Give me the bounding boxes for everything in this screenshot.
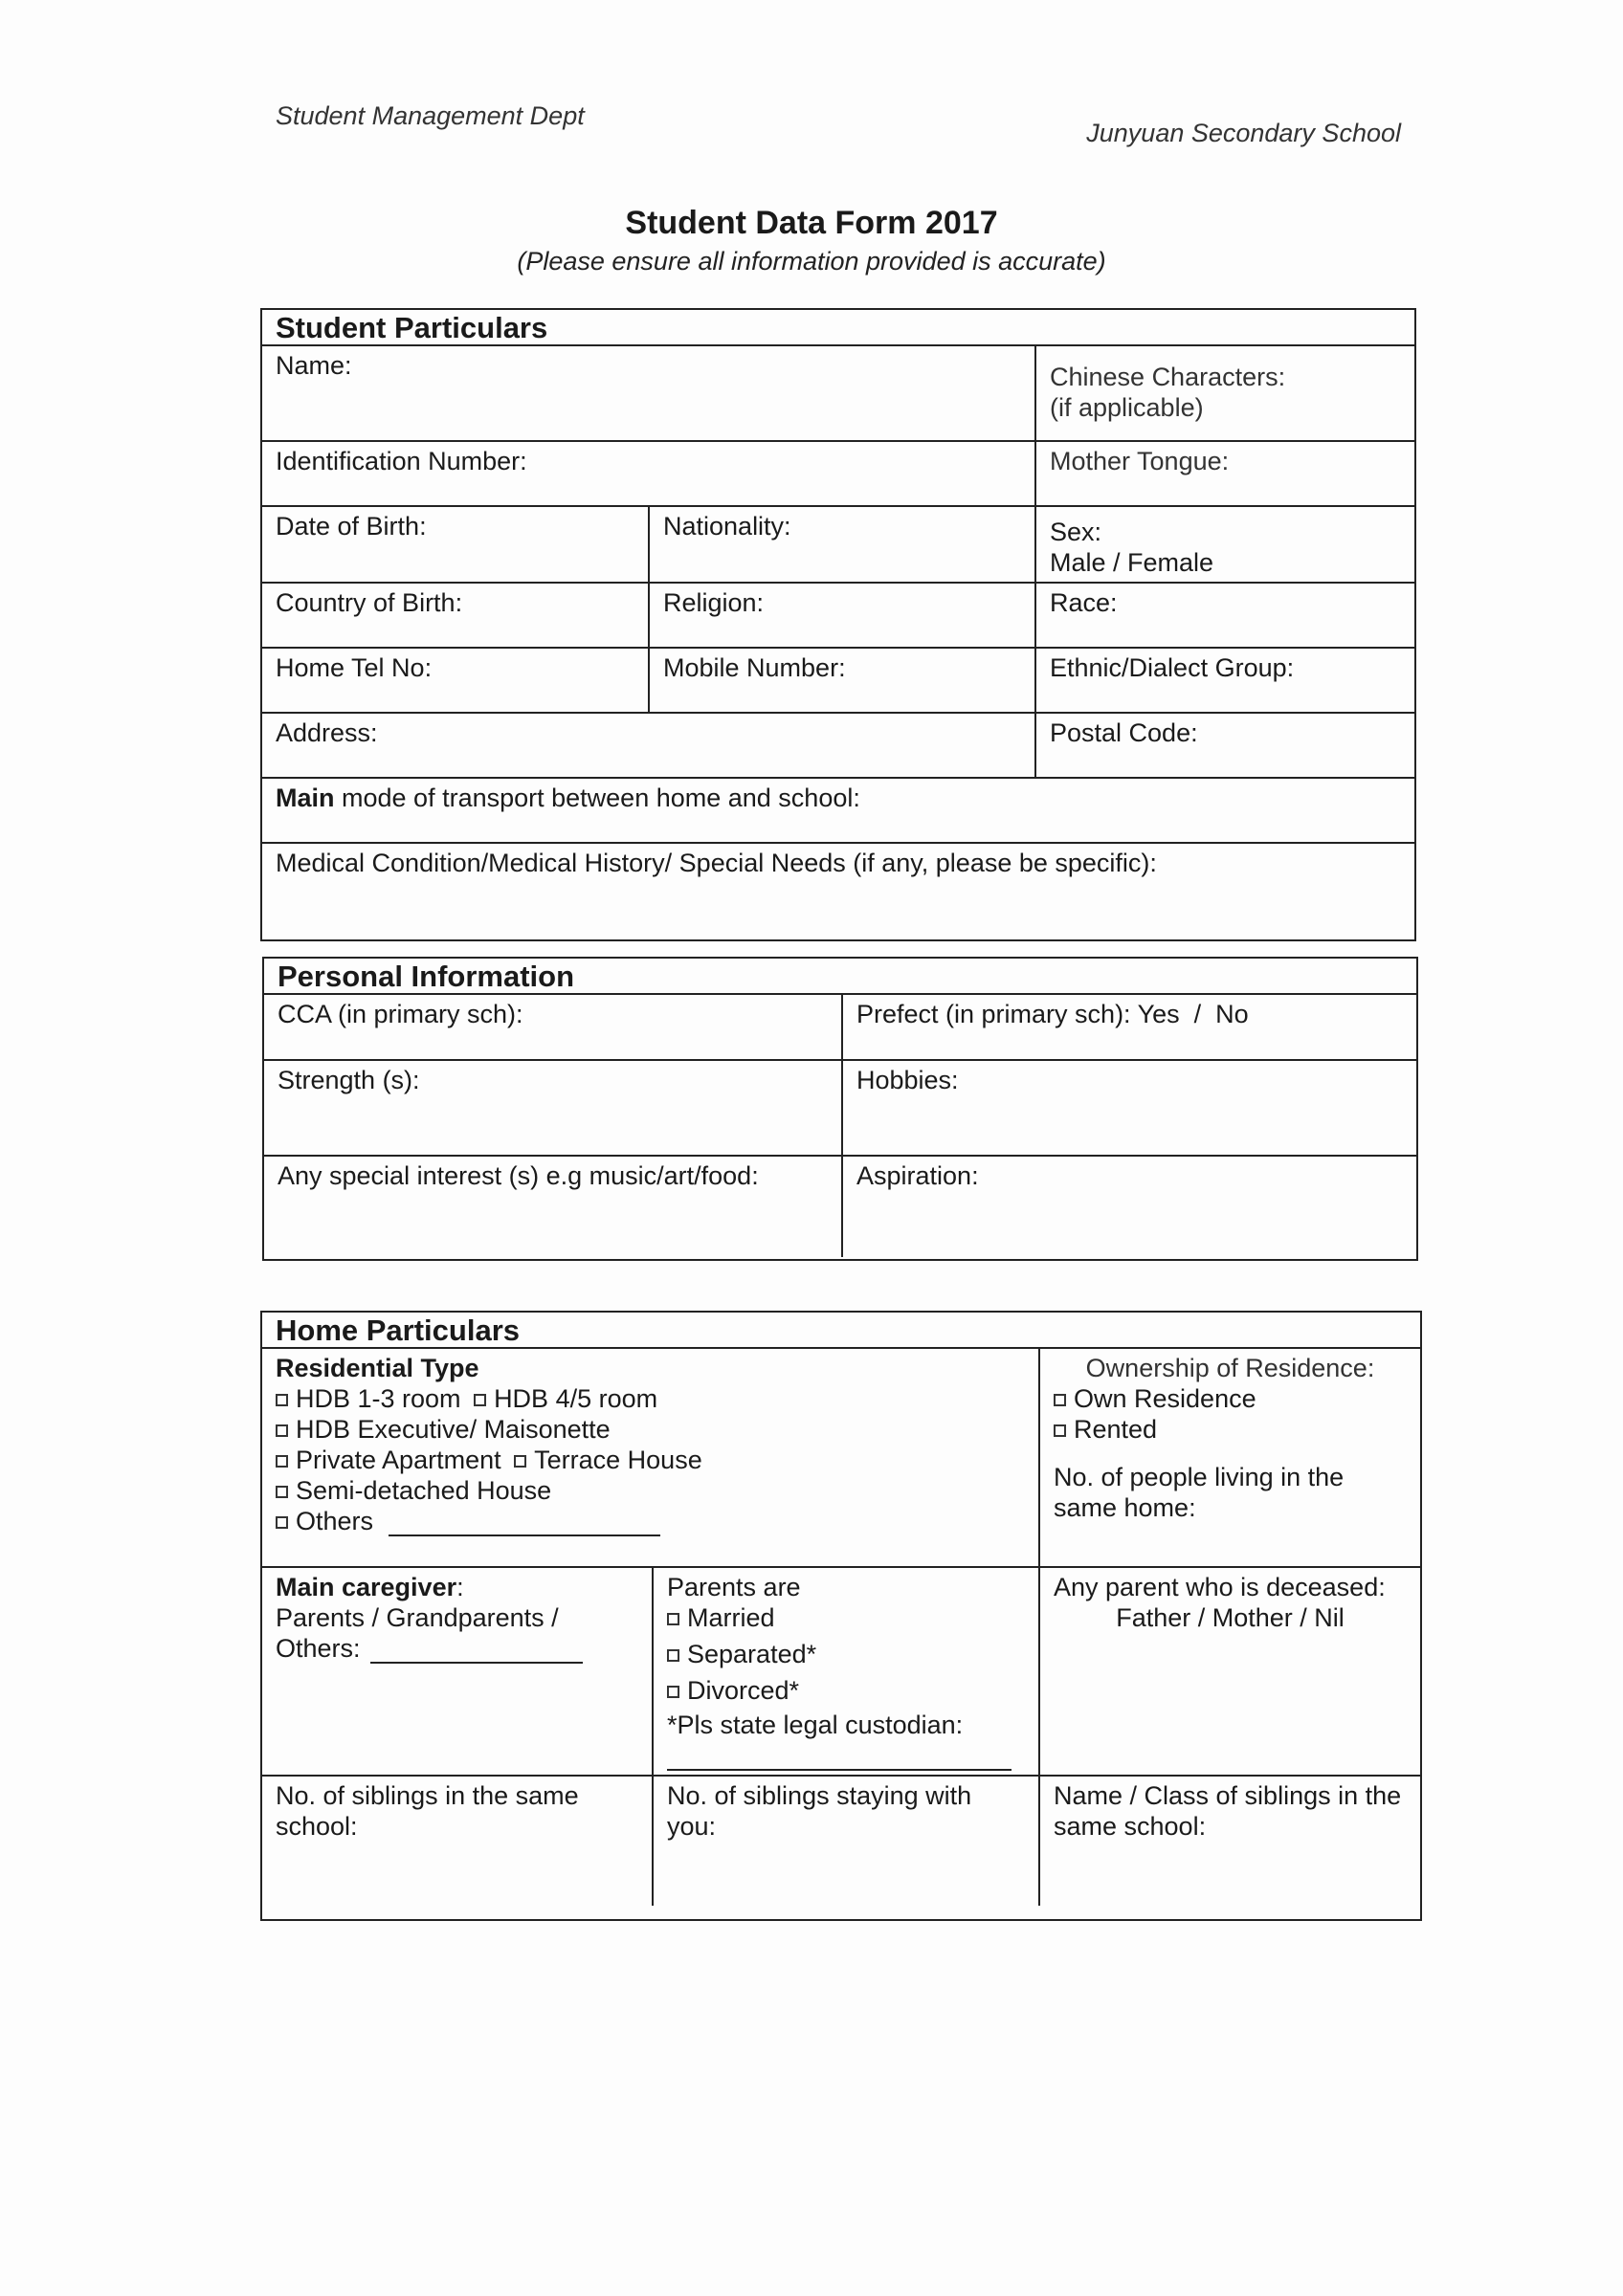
main-caregiver-colon: : bbox=[456, 1573, 464, 1601]
residential-type-field bbox=[262, 1349, 1039, 1567]
mobile-number-label: Mobile Number: bbox=[663, 653, 846, 682]
others-blank-line[interactable] bbox=[389, 1510, 660, 1536]
hobbies-field[interactable] bbox=[842, 1060, 1416, 1156]
res-option-terrace-house: Terrace House bbox=[534, 1446, 702, 1474]
country-of-birth-label: Country of Birth: bbox=[276, 588, 463, 617]
parent-deceased-field bbox=[1039, 1567, 1420, 1776]
ownership-field bbox=[1039, 1349, 1420, 1567]
home-particulars-section bbox=[260, 1311, 1422, 1921]
ethnic-group-label: Ethnic/Dialect Group: bbox=[1050, 653, 1295, 682]
hobbies-label: Hobbies: bbox=[856, 1066, 959, 1094]
res-option-hdb-executive: HDB Executive/ Maisonette bbox=[296, 1415, 611, 1444]
country-of-birth-field[interactable] bbox=[262, 583, 649, 648]
aspiration-label: Aspiration: bbox=[856, 1161, 979, 1190]
home-tel-field[interactable] bbox=[262, 648, 649, 713]
checkbox-icon[interactable] bbox=[514, 1455, 526, 1468]
people-living-label: No. of people living in the same home: bbox=[1054, 1463, 1345, 1522]
married-option: Married bbox=[687, 1603, 775, 1632]
mother-tongue-label: Mother Tongue: bbox=[1050, 447, 1230, 475]
name-field[interactable] bbox=[262, 346, 1035, 441]
address-label: Address: bbox=[276, 718, 378, 747]
parents-are-label: Parents are bbox=[667, 1573, 801, 1601]
home-particulars-table bbox=[262, 1349, 1420, 1906]
main-caregiver-label: Main caregiver bbox=[276, 1573, 457, 1601]
prefect-label: Prefect (in primary sch): Yes / No bbox=[856, 1000, 1249, 1028]
ethnic-group-field[interactable] bbox=[1035, 648, 1414, 713]
siblings-same-school-label: No. of siblings in the same school: bbox=[276, 1781, 579, 1841]
checkbox-icon[interactable] bbox=[667, 1686, 679, 1698]
separated-option: Separated* bbox=[687, 1640, 817, 1668]
nationality-label: Nationality: bbox=[663, 512, 791, 541]
res-option-hdb-1-3: HDB 1-3 room bbox=[296, 1384, 461, 1413]
caregiver-others-blank[interactable] bbox=[370, 1637, 583, 1664]
postal-code-field[interactable] bbox=[1035, 713, 1414, 778]
department-label: Student Management Dept bbox=[276, 101, 585, 130]
strengths-label: Strength (s): bbox=[278, 1066, 420, 1094]
parent-deceased-label: Any parent who is deceased: bbox=[1054, 1573, 1386, 1601]
checkbox-icon[interactable] bbox=[276, 1424, 288, 1437]
own-residence-option: Own Residence bbox=[1074, 1384, 1256, 1413]
res-option-hdb-4-5: HDB 4/5 room bbox=[494, 1384, 658, 1413]
checkbox-icon[interactable] bbox=[474, 1394, 486, 1406]
sex-options: Male / Female bbox=[1050, 548, 1214, 577]
custodian-note: *Pls state legal custodian: bbox=[667, 1711, 964, 1739]
checkbox-icon[interactable] bbox=[276, 1455, 288, 1468]
mother-tongue-field[interactable] bbox=[1035, 441, 1414, 506]
nationality-field[interactable] bbox=[649, 506, 1035, 583]
caregiver-others-label: Others: bbox=[276, 1634, 361, 1663]
residential-type-label: Residential Type bbox=[276, 1354, 479, 1382]
student-particulars-section bbox=[260, 308, 1416, 941]
checkbox-icon[interactable] bbox=[1054, 1394, 1066, 1406]
section-title: Personal Information bbox=[264, 959, 1416, 995]
form-subtitle: (Please ensure all information provided is accurate) bbox=[517, 247, 1106, 276]
identification-number-label: Identification Number: bbox=[276, 447, 527, 475]
rented-option: Rented bbox=[1074, 1415, 1158, 1444]
special-interest-field[interactable] bbox=[264, 1156, 842, 1257]
siblings-same-school-field[interactable] bbox=[262, 1776, 653, 1906]
sex-label: Sex: bbox=[1050, 518, 1102, 546]
identification-number-field[interactable] bbox=[262, 441, 1035, 506]
checkbox-icon[interactable] bbox=[667, 1649, 679, 1662]
religion-field[interactable] bbox=[649, 583, 1035, 648]
res-option-private-apartment: Private Apartment bbox=[296, 1446, 501, 1474]
transport-field[interactable] bbox=[262, 778, 1414, 843]
personal-information-section bbox=[262, 957, 1418, 1261]
checkbox-icon[interactable] bbox=[667, 1613, 679, 1625]
cca-label: CCA (in primary sch): bbox=[278, 1000, 523, 1028]
main-caregiver-field bbox=[262, 1567, 653, 1776]
checkbox-icon[interactable] bbox=[276, 1486, 288, 1498]
medical-condition-label: Medical Condition/Medical History/ Special Needs (if any, please be specific): bbox=[276, 849, 1157, 877]
chinese-characters-field[interactable] bbox=[1035, 346, 1414, 441]
home-tel-label: Home Tel No: bbox=[276, 653, 433, 682]
date-of-birth-field[interactable] bbox=[262, 506, 649, 583]
chinese-characters-label: Chinese Characters: bbox=[1050, 363, 1286, 391]
siblings-names-label: Name / Class of siblings in the same school: bbox=[1054, 1781, 1402, 1841]
student-particulars-table bbox=[262, 346, 1414, 935]
siblings-staying-label: No. of siblings staying with you: bbox=[667, 1781, 972, 1841]
postal-code-label: Postal Code: bbox=[1050, 718, 1198, 747]
cca-field[interactable] bbox=[264, 995, 842, 1060]
sex-field[interactable] bbox=[1035, 506, 1414, 583]
res-option-others: Others bbox=[296, 1507, 374, 1535]
aspiration-field[interactable] bbox=[842, 1156, 1416, 1257]
medical-condition-field[interactable] bbox=[262, 843, 1414, 935]
divorced-option: Divorced* bbox=[687, 1676, 800, 1705]
mobile-number-field[interactable] bbox=[649, 648, 1035, 713]
race-label: Race: bbox=[1050, 588, 1118, 617]
siblings-staying-field[interactable] bbox=[653, 1776, 1039, 1906]
prefect-field[interactable] bbox=[842, 995, 1416, 1060]
form-title: Student Data Form 2017 bbox=[625, 205, 998, 241]
section-title: Home Particulars bbox=[262, 1313, 1420, 1349]
deceased-options: Father / Mother / Nil bbox=[1116, 1603, 1345, 1632]
address-field[interactable] bbox=[262, 713, 1035, 778]
chinese-characters-note: (if applicable) bbox=[1050, 393, 1204, 422]
ownership-label: Ownership of Residence: bbox=[1085, 1354, 1375, 1382]
school-name: Junyuan Secondary School bbox=[1086, 119, 1401, 147]
personal-information-table bbox=[264, 995, 1416, 1257]
parents-status-field bbox=[653, 1567, 1039, 1776]
name-label: Name: bbox=[276, 351, 352, 380]
checkbox-icon[interactable] bbox=[276, 1394, 288, 1406]
transport-label: mode of transport between home and school: bbox=[334, 784, 860, 812]
race-field[interactable] bbox=[1035, 583, 1414, 648]
transport-label-bold: Main bbox=[276, 784, 335, 812]
section-title: Student Particulars bbox=[262, 310, 1414, 346]
siblings-names-field[interactable] bbox=[1039, 1776, 1420, 1906]
checkbox-icon[interactable] bbox=[1054, 1424, 1066, 1437]
date-of-birth-label: Date of Birth: bbox=[276, 512, 427, 541]
res-option-semi-detached: Semi-detached House bbox=[296, 1476, 552, 1505]
religion-label: Religion: bbox=[663, 588, 765, 617]
checkbox-icon[interactable] bbox=[276, 1516, 288, 1529]
custodian-blank-line[interactable] bbox=[667, 1755, 1012, 1771]
caregiver-options: Parents / Grandparents / bbox=[276, 1603, 559, 1632]
special-interest-label: Any special interest (s) e.g music/art/food: bbox=[278, 1161, 759, 1190]
strengths-field[interactable] bbox=[264, 1060, 842, 1156]
